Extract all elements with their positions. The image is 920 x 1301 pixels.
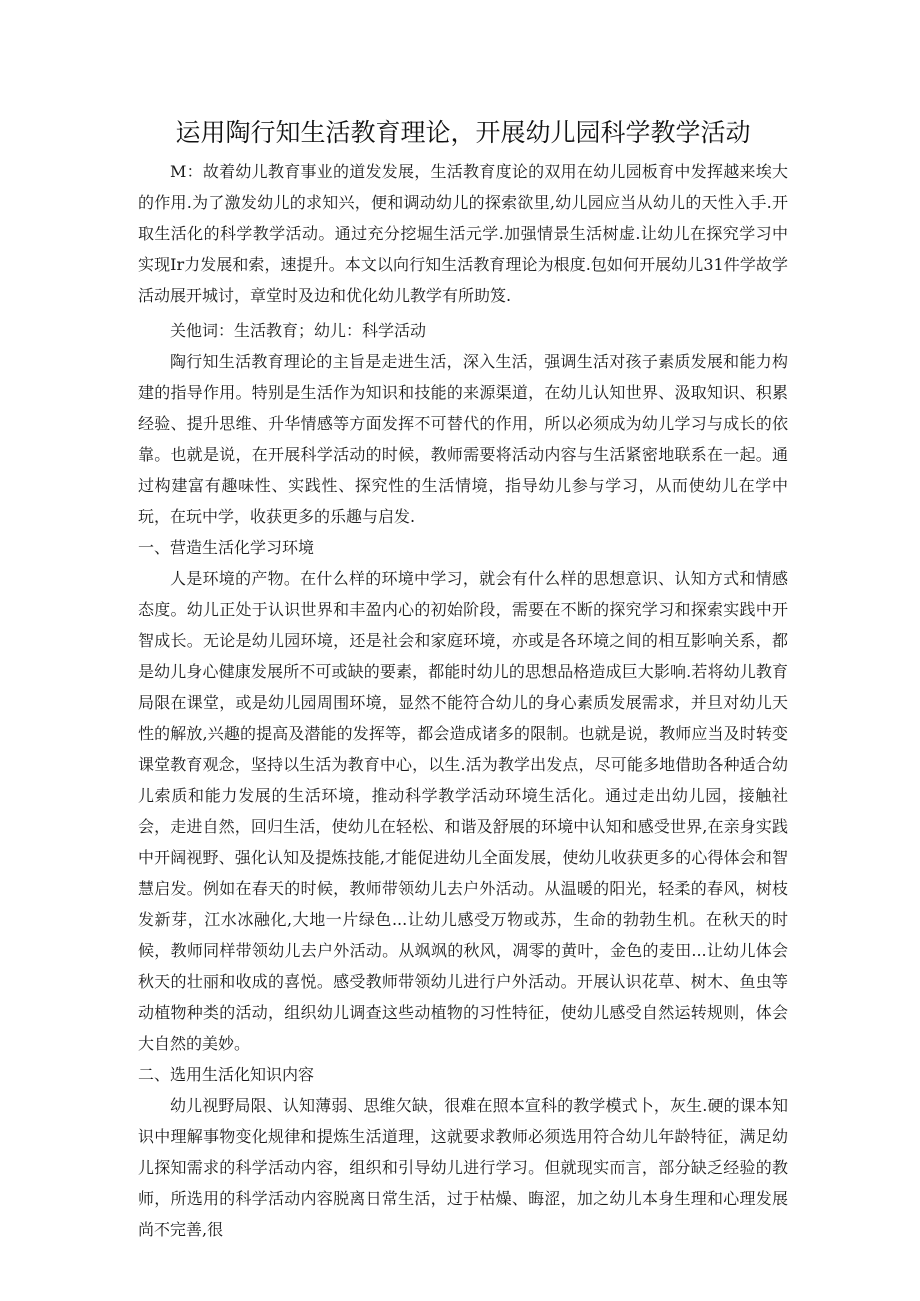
- abstract-paragraph: M：故着幼儿教育事业的道发发展，生活教育度论的双用在幼儿园板育中发挥越来埃大的作用.为了激发幼儿的求知兴，便和调动幼儿的探索欲里,幼儿园应当从幼儿的天性入手.开取生活化的科学教学活动。通过充分挖堀生活元学.加强情景生活树虚.让幼儿在探究学习中实现Ir力发展和索，速提升。本文以向行知生活教育理论为根度.包如何开展幼儿31件学故学活动展开城讨，章堂时及边和优化幼儿教学有所助笈.: [138, 162, 788, 305]
- document-body: [138, 156, 788, 1245]
- section-2-paragraph: 幼儿视野局限、认知薄弱、思维欠缺，很难在照本宣科的教学模式卜，灰生.硬的课本知识中理解事物变化规律和提炼生活道理，这就要求教师必须选用符合幼儿年龄特征，满足幼儿探知需求的科学活动内容，组织和引导幼儿进行学习。但就现实而言，部分缺乏经验的教师，所选用的科学活动内容脱离日常生活，过于枯燥、晦涩，加之幼儿本身生理和心理发展尚不完善,很: [138, 1096, 788, 1239]
- section-1-heading: 一、营造生活化学习环境: [138, 538, 315, 557]
- intro-paragraph: 陶行知生活教育理论的主旨是走进生活，深入生活，强调生活对孩子素质发展和能力构建的指导作用。特别是生活作为知识和技能的来源渠道，在幼儿认知世界、汲取知识、积累经验、提升思维、升华情感等方面发挥不可替代的作用，所以必须成为幼儿学习与成长的依靠。也就是说，在开展科学活动的时候，教师需要将活动内容与生活紧密地联系在一起。通过构建富有趣味性、实践性、探究性的生活情境，指导幼儿参与学习，从而使幼儿在学中玩，在玩中学，收获更多的乐趣与启发.: [138, 352, 788, 526]
- keywords-line: 关他词：生活教育；幼儿：科学活动: [170, 321, 427, 340]
- document-title: 运用陶行知生活教育理论，开展幼儿园科学教学活动: [175, 118, 751, 147]
- section-1-paragraph: 人是环境的产物。在什么样的环境中学习，就会有什么样的思想意识、认知方式和情感态度。幼儿正处于认识世界和丰盈内心的初始阶段，需要在不断的探究学习和探索实践中开智成长。无论是幼儿园环境，还是社会和家庭环境，亦或是各环境之间的相互影响关系，都是幼儿身心健康发展所不可或缺的要素，都能时幼儿的思想品格造成巨大影响.若将幼儿教育局限在课堂，或是幼儿园周围环境，显然不能符合幼儿的身心素质发展需求，并旦对幼儿天性的解放,兴趣的提高及潜能的发挥等，都会造成诸多的限制。也就是说，教师应当及时转变课堂教育观念，坚持以生活为教育中心，以生.活为教学出发点，尽可能多地借助各种适合幼儿索质和能力发展的生活环境，推动科学教学活动环境生活化。通过走出幼儿园，接触社会，走进自然，回归生活，使幼儿在轻松、和谐及舒展的环境中认知和感受世界,在亲身实践中开阔视野、强化认知及提炼技能,才能促进幼儿全面发展，使幼儿收获更多的心得体会和智慧启发。例如在春天的时候，教师带领幼儿去户外活动。从温暖的阳光，轻柔的春风，树枝发新芽，江水冰融化,大地一片绿色...让幼儿感受万物或苏，生命的勃勃生机。在秋天的时候，教师同样带领幼儿去户外活动。从飒飒的秋风，凋零的黄叶，金色的麦田...让幼儿体会秋天的壮丽和收成的喜悦。感受教师带领幼儿进行户外活动。开展认识花草、树木、鱼虫等动植物种类的活动，组织幼儿调查这些动植物的习性特征，使幼儿感受自然运转规则，体会大自然的美妙。: [138, 569, 788, 1053]
- section-2-heading: 二、选用生活化知识内容: [138, 1065, 315, 1084]
